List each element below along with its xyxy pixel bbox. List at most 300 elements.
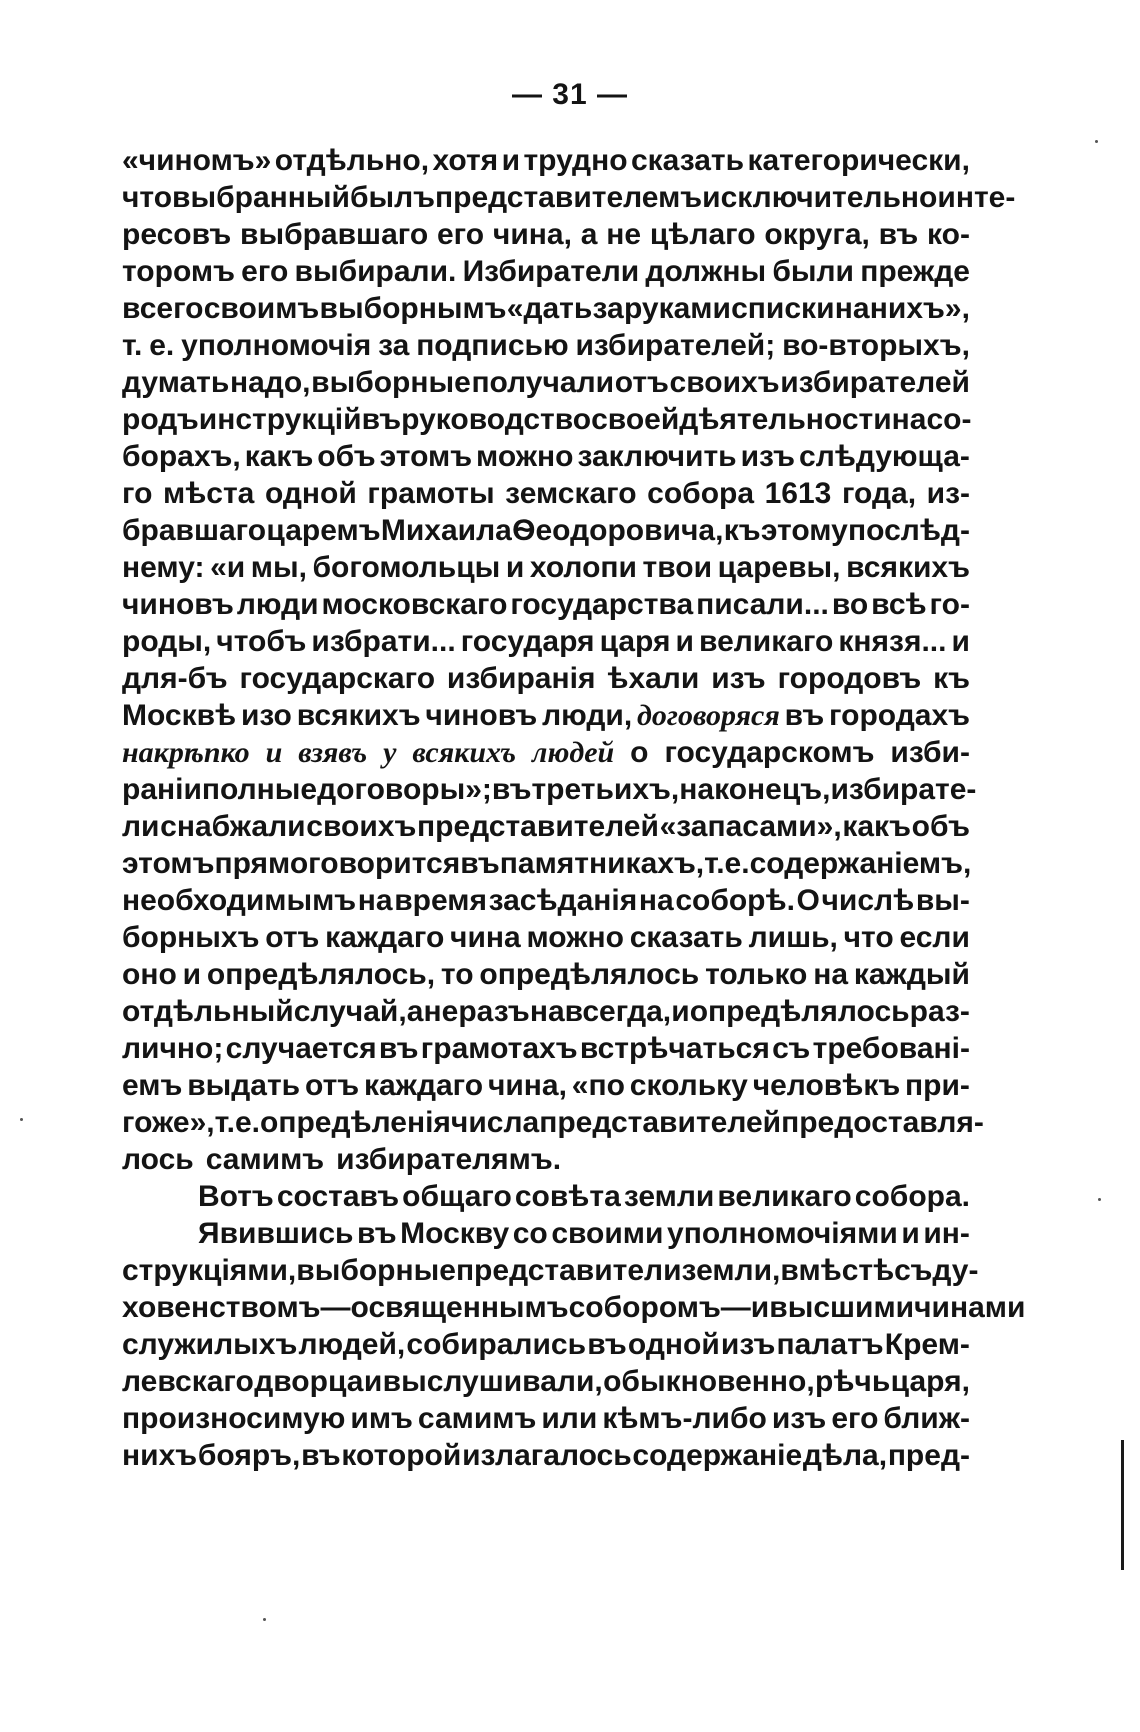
word: дѣла, bbox=[802, 1439, 888, 1472]
word: для-бъ bbox=[122, 662, 228, 695]
word: твои bbox=[642, 551, 713, 584]
word: и bbox=[951, 625, 970, 658]
scan-speck bbox=[1098, 1198, 1101, 1201]
word: соборомъ—и bbox=[568, 1291, 770, 1324]
word: въ bbox=[784, 699, 825, 732]
word: раз- bbox=[909, 995, 970, 1028]
word: общаго bbox=[402, 1180, 512, 1213]
word: великаго bbox=[699, 625, 834, 658]
word: излагалось bbox=[462, 1439, 632, 1472]
text-line bbox=[122, 808, 970, 845]
word: хотя bbox=[432, 144, 499, 177]
word: сказать bbox=[629, 921, 743, 954]
word: сказать bbox=[630, 144, 745, 177]
word: его bbox=[831, 1402, 879, 1435]
word: людей, bbox=[298, 1328, 406, 1361]
word: ин- bbox=[923, 1217, 970, 1250]
word: опредѣлялось bbox=[479, 958, 700, 991]
word: царевы, bbox=[717, 551, 841, 584]
word: можно bbox=[526, 921, 624, 954]
text-line bbox=[122, 475, 970, 512]
text-line bbox=[122, 1400, 970, 1437]
word: Крем- bbox=[884, 1328, 970, 1361]
word: инструкцій bbox=[198, 403, 362, 436]
word: т. bbox=[704, 847, 725, 880]
word: Избиратели bbox=[462, 255, 640, 288]
word: въ bbox=[878, 218, 919, 251]
word: которой bbox=[341, 1439, 462, 1472]
word: представители bbox=[455, 1254, 682, 1287]
word: необходимымъ bbox=[122, 884, 357, 917]
word: Москву bbox=[400, 1217, 510, 1250]
text-line bbox=[122, 142, 970, 179]
word: ко- bbox=[927, 218, 970, 251]
text-line bbox=[122, 401, 970, 438]
word: выслушивали, bbox=[382, 1365, 603, 1398]
word: округа, bbox=[764, 218, 870, 251]
word: отъ bbox=[265, 921, 320, 954]
text-line bbox=[122, 919, 970, 956]
word: из- bbox=[926, 477, 970, 510]
word: въ bbox=[378, 1032, 419, 1065]
word: этомъ bbox=[122, 847, 215, 880]
text-line bbox=[122, 290, 970, 327]
word: за bbox=[378, 329, 410, 362]
text-line bbox=[122, 882, 970, 919]
text-line bbox=[122, 660, 970, 697]
word: своими bbox=[551, 1217, 664, 1250]
word: своихъ bbox=[306, 810, 417, 843]
word: числа bbox=[450, 1106, 540, 1139]
word: въ bbox=[361, 403, 402, 436]
word: объ bbox=[911, 810, 970, 843]
word: своихъ bbox=[669, 366, 780, 399]
text-line bbox=[122, 1437, 970, 1474]
word: содержаніе bbox=[632, 1439, 803, 1472]
word: имъ bbox=[350, 1402, 413, 1435]
word: лично; bbox=[122, 1032, 224, 1065]
text-line bbox=[122, 734, 970, 771]
word: изъ bbox=[711, 662, 766, 695]
word: 1613 bbox=[764, 477, 832, 510]
word: мы, bbox=[250, 551, 307, 584]
word: на bbox=[357, 884, 393, 917]
word: говорится bbox=[308, 847, 461, 880]
word: раніи bbox=[122, 773, 202, 806]
word: Москвѣ bbox=[122, 699, 237, 732]
word: руками bbox=[623, 292, 731, 325]
word: думать bbox=[122, 366, 230, 399]
word: представителемъ bbox=[435, 181, 703, 214]
word: прямо bbox=[214, 847, 309, 880]
text-line bbox=[122, 771, 977, 808]
word: одной bbox=[627, 1328, 720, 1361]
word: требовані- bbox=[812, 1032, 970, 1065]
word: избрати... bbox=[311, 625, 456, 658]
word: и bbox=[501, 144, 521, 177]
word: выборные bbox=[311, 366, 471, 399]
word: какъ bbox=[244, 440, 314, 473]
word: у bbox=[383, 736, 397, 769]
word: то bbox=[440, 958, 474, 991]
word: е. bbox=[235, 1106, 261, 1139]
word: руководство bbox=[401, 403, 592, 436]
word: дворца bbox=[254, 1365, 364, 1398]
word: соборѣ. bbox=[675, 884, 795, 917]
text-line bbox=[122, 1104, 984, 1141]
word: его bbox=[437, 218, 485, 251]
word: го bbox=[122, 477, 153, 510]
word: избирате- bbox=[830, 773, 977, 806]
word: нихъ», bbox=[869, 292, 970, 325]
word: всякихъ bbox=[412, 736, 517, 769]
word: Ѳеодоровича, bbox=[512, 514, 724, 547]
word: выбирали. bbox=[294, 255, 457, 288]
word: числѣ bbox=[821, 884, 915, 917]
word: государя bbox=[460, 625, 595, 658]
word: время bbox=[394, 884, 487, 917]
word: т. bbox=[214, 1106, 235, 1139]
scan-speck bbox=[263, 1618, 266, 1621]
word: царемъ bbox=[266, 514, 381, 547]
word: т. bbox=[122, 329, 143, 362]
word: подписью bbox=[416, 329, 569, 362]
word: чина bbox=[450, 921, 521, 954]
word: не bbox=[423, 995, 459, 1028]
word: бравшаго bbox=[122, 514, 267, 547]
word: на bbox=[891, 403, 927, 436]
text-line bbox=[122, 993, 970, 1030]
word: со- bbox=[926, 403, 972, 436]
word: вы- bbox=[915, 884, 970, 917]
word: своимъ bbox=[203, 292, 320, 325]
word: писали... bbox=[696, 588, 829, 621]
word: этомъ bbox=[379, 440, 473, 473]
word: человѣкъ bbox=[752, 1069, 901, 1102]
word: взявъ bbox=[298, 736, 368, 769]
text-line bbox=[122, 956, 970, 993]
text-line bbox=[122, 1067, 970, 1104]
word: дѣятельности bbox=[679, 403, 892, 436]
word: прежде bbox=[860, 255, 970, 288]
word: великаго bbox=[717, 1180, 852, 1213]
word: ховенствомъ—освященнымъ bbox=[122, 1291, 569, 1324]
word: въ bbox=[301, 1439, 341, 1472]
word: послѣд- bbox=[848, 514, 970, 547]
word: и bbox=[901, 1217, 920, 1250]
word: случается bbox=[225, 1032, 377, 1065]
word: были bbox=[772, 255, 854, 288]
word: выбранный bbox=[172, 181, 350, 214]
word: избиранія bbox=[446, 662, 596, 695]
word: всякихъ bbox=[846, 551, 970, 584]
word: избирателей; bbox=[575, 329, 776, 362]
word: отдѣльный bbox=[122, 995, 294, 1028]
word: а bbox=[406, 995, 424, 1028]
word: пред- bbox=[887, 1439, 970, 1472]
word: рѣчь bbox=[815, 1365, 891, 1398]
word: изо bbox=[240, 699, 292, 732]
word: если bbox=[899, 921, 970, 954]
word: всего bbox=[122, 292, 204, 325]
word: кѣмъ-либо bbox=[602, 1402, 767, 1435]
text-line bbox=[122, 1141, 970, 1178]
word: его bbox=[241, 255, 289, 288]
word: мѣста bbox=[163, 477, 255, 510]
word: одной bbox=[264, 477, 357, 510]
word: «по bbox=[571, 1069, 625, 1102]
word: царя, bbox=[890, 1365, 970, 1398]
word: лось bbox=[122, 1143, 194, 1176]
word: можно bbox=[476, 440, 574, 473]
text-line bbox=[122, 1030, 970, 1067]
word: со bbox=[512, 1217, 548, 1250]
word: договоряся bbox=[637, 699, 780, 732]
word: разъ bbox=[458, 995, 530, 1028]
word: богомольцы bbox=[312, 551, 501, 584]
word: о bbox=[630, 736, 649, 769]
scan-speck bbox=[1095, 140, 1098, 143]
word: Явившись bbox=[198, 1217, 354, 1250]
word: собирались bbox=[406, 1328, 587, 1361]
word: вмѣстѣ bbox=[780, 1254, 895, 1287]
word: городовъ bbox=[777, 662, 922, 695]
text-line bbox=[122, 697, 970, 734]
word: предоставля- bbox=[781, 1106, 984, 1139]
word: грамоты bbox=[367, 477, 495, 510]
word: торомъ bbox=[122, 255, 235, 288]
word: договоры»; bbox=[317, 773, 492, 806]
word: грамотахъ bbox=[420, 1032, 578, 1065]
word: заключить bbox=[577, 440, 737, 473]
word: палатъ bbox=[776, 1328, 884, 1361]
word: списки bbox=[731, 292, 835, 325]
word: избирателямъ. bbox=[336, 1143, 562, 1176]
text-line bbox=[122, 216, 970, 253]
word: «дать bbox=[506, 292, 593, 325]
word: собора bbox=[647, 477, 755, 510]
word: или bbox=[541, 1402, 598, 1435]
word: «чиномъ» bbox=[122, 144, 272, 177]
word: чинами bbox=[914, 1291, 1026, 1324]
word: только bbox=[705, 958, 808, 991]
word: О bbox=[796, 884, 820, 917]
word: въ bbox=[357, 1217, 397, 1250]
word: трудно bbox=[523, 144, 628, 177]
word: накрѣпко bbox=[122, 736, 250, 769]
word: уполномочія bbox=[181, 329, 372, 362]
word: былъ bbox=[349, 181, 436, 214]
word: третьихъ, bbox=[531, 773, 680, 806]
word: людей bbox=[532, 736, 615, 769]
text-line bbox=[122, 1326, 970, 1363]
word: царя bbox=[599, 625, 671, 658]
word: выборнымъ bbox=[319, 292, 507, 325]
word: роды, bbox=[122, 625, 212, 658]
word: во-вторыхъ, bbox=[782, 329, 970, 362]
word: борныхъ bbox=[122, 921, 260, 954]
word: каждаго bbox=[363, 1069, 484, 1102]
word: выбравшаго bbox=[240, 218, 429, 251]
word: что bbox=[122, 181, 173, 214]
word: при- bbox=[905, 1069, 970, 1102]
word: инте- bbox=[937, 181, 1016, 214]
word: собора. bbox=[854, 1180, 970, 1213]
word: произносимую bbox=[122, 1402, 346, 1435]
word: къ bbox=[933, 662, 970, 695]
word: ли bbox=[122, 810, 160, 843]
word: всякихъ bbox=[296, 699, 421, 732]
word: этому bbox=[760, 514, 848, 547]
word: нихъ bbox=[122, 1439, 198, 1472]
text-line bbox=[122, 253, 970, 290]
word: надо, bbox=[229, 366, 311, 399]
word: и bbox=[505, 551, 525, 584]
text-line bbox=[122, 1252, 979, 1289]
text-line bbox=[122, 623, 970, 660]
word: князя... bbox=[838, 625, 947, 658]
word: изъ bbox=[771, 1402, 827, 1435]
word: чиновъ bbox=[122, 588, 234, 621]
word: въ bbox=[491, 773, 532, 806]
word: полные bbox=[201, 773, 318, 806]
word: государства bbox=[510, 588, 694, 621]
scan-speck bbox=[20, 1118, 23, 1121]
word: объ bbox=[317, 440, 376, 473]
word: всѣ bbox=[871, 588, 927, 621]
text-line bbox=[122, 586, 970, 623]
text-line bbox=[122, 179, 1016, 216]
word: родъ bbox=[122, 403, 199, 436]
word: снабжали bbox=[160, 810, 306, 843]
text-line bbox=[122, 512, 970, 549]
word: на bbox=[834, 292, 870, 325]
word: получали bbox=[471, 366, 615, 399]
text-line bbox=[122, 327, 970, 364]
word: къ bbox=[723, 514, 761, 547]
word: изби- bbox=[890, 736, 970, 769]
word: выборные bbox=[296, 1254, 456, 1287]
word: Вотъ bbox=[198, 1180, 274, 1213]
word: какъ bbox=[842, 810, 911, 843]
word: совѣта bbox=[514, 1180, 621, 1213]
word: что bbox=[843, 921, 894, 954]
word: ресовъ bbox=[122, 218, 232, 251]
word: го- bbox=[929, 588, 970, 621]
word: обыкновенно, bbox=[603, 1365, 815, 1398]
word: опредѣленія bbox=[260, 1106, 451, 1139]
word: года, bbox=[841, 477, 917, 510]
word: бояръ, bbox=[197, 1439, 301, 1472]
word: цѣлаго bbox=[649, 218, 756, 251]
word: московскаго bbox=[321, 588, 508, 621]
word: ѣхали bbox=[607, 662, 700, 695]
word: е. bbox=[724, 847, 750, 880]
word: представителей bbox=[417, 810, 659, 843]
word: и bbox=[363, 1365, 383, 1398]
text-line bbox=[122, 845, 970, 882]
scan-edge-mark bbox=[1121, 1440, 1124, 1570]
word: каждаго bbox=[325, 921, 445, 954]
word: исключительно bbox=[702, 181, 938, 214]
word: нему: bbox=[122, 551, 205, 584]
word: а bbox=[580, 218, 598, 251]
word: оно bbox=[122, 958, 177, 991]
word: борахъ, bbox=[122, 440, 241, 473]
text-line bbox=[122, 364, 970, 401]
word: левскаго bbox=[122, 1365, 254, 1398]
word: изъ bbox=[740, 440, 796, 473]
page-number: — 31 — bbox=[511, 78, 629, 111]
word: Михаила bbox=[380, 514, 512, 547]
word: случай, bbox=[293, 995, 407, 1028]
word: чина, bbox=[492, 218, 572, 251]
word: своей bbox=[591, 403, 680, 436]
word: составъ bbox=[276, 1180, 400, 1213]
word: памятникахъ, bbox=[499, 847, 705, 880]
word: «и bbox=[210, 551, 246, 584]
word: емъ bbox=[122, 1069, 183, 1102]
word: и bbox=[182, 958, 202, 991]
word: чтобъ bbox=[216, 625, 307, 658]
word: засѣданія bbox=[488, 884, 638, 917]
word: слѣдующа- bbox=[799, 440, 970, 473]
word: ду- bbox=[932, 1254, 979, 1287]
word: уполномочіями bbox=[667, 1217, 898, 1250]
word: ближ- bbox=[883, 1402, 970, 1435]
word: во bbox=[831, 588, 869, 621]
word: не bbox=[606, 218, 642, 251]
word: отъ bbox=[614, 366, 669, 399]
word: чина, bbox=[487, 1069, 567, 1102]
word: за bbox=[592, 292, 624, 325]
word: встрѣчаться bbox=[579, 1032, 770, 1065]
word: земли bbox=[623, 1180, 715, 1213]
word: е. bbox=[149, 329, 175, 362]
word: струкціями, bbox=[122, 1254, 297, 1287]
word: городахъ bbox=[829, 699, 970, 732]
word: изъ bbox=[720, 1328, 776, 1361]
word: наконецъ, bbox=[679, 773, 831, 806]
word: въ bbox=[587, 1328, 627, 1361]
word: съ bbox=[894, 1254, 933, 1287]
word: отдѣльно, bbox=[274, 144, 430, 177]
text-line bbox=[122, 1363, 970, 1400]
word: земскаго bbox=[505, 477, 637, 510]
text-line bbox=[122, 549, 970, 586]
word: служилыхъ bbox=[122, 1328, 298, 1361]
word: на bbox=[813, 958, 849, 991]
word: государскомъ bbox=[664, 736, 875, 769]
body-text bbox=[122, 142, 1026, 1474]
word: каждый bbox=[853, 958, 970, 991]
word: содержаніемъ, bbox=[749, 847, 972, 880]
word: представителей bbox=[539, 1106, 782, 1139]
word: и bbox=[675, 625, 694, 658]
word: самимъ bbox=[417, 1402, 537, 1435]
word: холопи bbox=[529, 551, 637, 584]
word: скольку bbox=[629, 1069, 748, 1102]
word: люди, bbox=[542, 699, 633, 732]
word: должны bbox=[645, 255, 767, 288]
word: категорически, bbox=[747, 144, 970, 177]
word: государскаго bbox=[239, 662, 436, 695]
word: гоже», bbox=[122, 1106, 215, 1139]
word: земли, bbox=[681, 1254, 781, 1287]
word: люди bbox=[236, 588, 319, 621]
word: чиновъ bbox=[425, 699, 538, 732]
word: съ bbox=[772, 1032, 811, 1065]
